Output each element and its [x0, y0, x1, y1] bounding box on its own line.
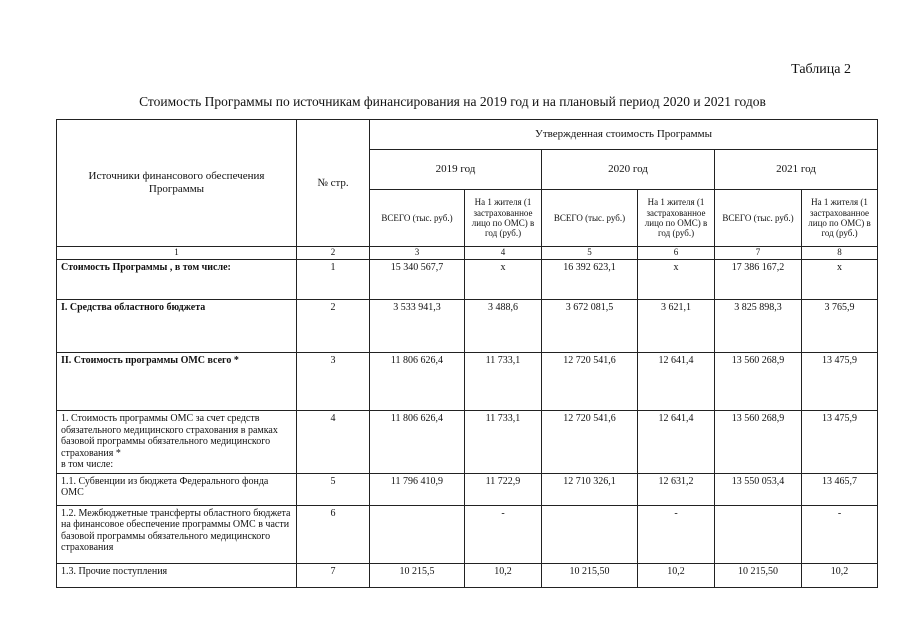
total-2021-header: ВСЕГО (тыс. руб.) — [715, 190, 802, 247]
column-number-cell: 3 — [370, 247, 465, 260]
value-cell: 10 215,5 — [370, 563, 465, 587]
value-cell: 13 475,9 — [802, 411, 878, 474]
column-number-cell: 6 — [638, 247, 715, 260]
value-cell: 12 641,4 — [638, 353, 715, 411]
per-capita-2020-header: На 1 жителя (1 застрахованное лицо по ОМС) в год (руб.) — [638, 190, 715, 247]
value-cell: x — [638, 260, 715, 300]
value-cell: 11 733,1 — [465, 411, 542, 474]
value-cell: 11 796 410,9 — [370, 473, 465, 505]
value-cell: 12 720 541,6 — [542, 353, 638, 411]
document-title: Стоимость Программы по источникам финансирования на 2019 год и на плановый период 2020 и 2021 годов — [139, 94, 766, 109]
column-number-cell: 4 — [465, 247, 542, 260]
table-label: Таблица 2 — [791, 62, 851, 77]
value-cell: 3 825 898,3 — [715, 300, 802, 353]
value-cell: 10,2 — [638, 563, 715, 587]
year-2020-header: 2020 год — [542, 150, 715, 190]
value-cell: 11 806 626,4 — [370, 353, 465, 411]
value-cell: 12 641,4 — [638, 411, 715, 474]
row-line-number: 3 — [297, 353, 370, 411]
value-cell: 12 710 326,1 — [542, 473, 638, 505]
value-cell: - — [638, 505, 715, 563]
row-label: 1.2. Межбюджетные трансферты областного бюджета на финансовое обеспечение программы ОМС в части базовой программы обязательного медицинского страхования — [57, 505, 297, 563]
value-cell: 10,2 — [802, 563, 878, 587]
table-row — [57, 260, 878, 300]
program-cost-table — [56, 119, 878, 588]
table-row — [57, 300, 878, 353]
total-2020-header: ВСЕГО (тыс. руб.) — [542, 190, 638, 247]
value-cell: 11 733,1 — [465, 353, 542, 411]
value-cell: 15 340 567,7 — [370, 260, 465, 300]
approved-cost-header: Утвержденная стоимость Программы — [370, 120, 878, 150]
value-cell: x — [465, 260, 542, 300]
value-cell: 13 560 268,9 — [715, 411, 802, 474]
value-cell: 10,2 — [465, 563, 542, 587]
value-cell: 11 722,9 — [465, 473, 542, 505]
value-cell: - — [465, 505, 542, 563]
year-2019-header: 2019 год — [370, 150, 542, 190]
value-cell: x — [802, 260, 878, 300]
row-label: I. Средства областного бюджета — [57, 300, 297, 353]
row-line-number: 5 — [297, 473, 370, 505]
value-cell: 3 672 081,5 — [542, 300, 638, 353]
column-number-cell: 2 — [297, 247, 370, 260]
value-cell: 12 631,2 — [638, 473, 715, 505]
value-cell: 13 475,9 — [802, 353, 878, 411]
value-cell: 13 550 053,4 — [715, 473, 802, 505]
table-row — [57, 353, 878, 411]
value-cell: 16 392 623,1 — [542, 260, 638, 300]
value-cell: 3 765,9 — [802, 300, 878, 353]
row-label: 1. Стоимость программы ОМС за счет средств обязательного медицинского страхования в рамках базовой программы обязательного медицинского страхования * в том числе: — [57, 411, 297, 474]
row-label: 1.3. Прочие поступления — [57, 563, 297, 587]
value-cell: 11 806 626,4 — [370, 411, 465, 474]
value-cell — [370, 505, 465, 563]
per-capita-2021-header: На 1 жителя (1 застрахованное лицо по ОМС) в год (руб.) — [802, 190, 878, 247]
year-2021-header: 2021 год — [715, 150, 878, 190]
column-number-cell: 5 — [542, 247, 638, 260]
value-cell: 17 386 167,2 — [715, 260, 802, 300]
value-cell: 13 465,7 — [802, 473, 878, 505]
source-column-header: Источники финансового обеспечения Программы — [57, 120, 297, 247]
table-row — [57, 505, 878, 563]
per-capita-2019-header: На 1 жителя (1 застрахованное лицо по ОМС) в год (руб.) — [465, 190, 542, 247]
value-cell — [542, 505, 638, 563]
value-cell: 3 533 941,3 — [370, 300, 465, 353]
row-line-number: 4 — [297, 411, 370, 474]
column-number-cell: 1 — [57, 247, 297, 260]
table-row — [57, 563, 878, 587]
column-number-cell: 8 — [802, 247, 878, 260]
value-cell: 10 215,50 — [715, 563, 802, 587]
row-line-number: 7 — [297, 563, 370, 587]
row-label: II. Стоимость программы ОМС всего * — [57, 353, 297, 411]
row-line-number: 2 — [297, 300, 370, 353]
row-line-number: 1 — [297, 260, 370, 300]
table-row — [57, 473, 878, 505]
total-2019-header: ВСЕГО (тыс. руб.) — [370, 190, 465, 247]
column-number-row — [57, 247, 878, 260]
row-line-number: 6 — [297, 505, 370, 563]
value-cell: 3 621,1 — [638, 300, 715, 353]
value-cell: 12 720 541,6 — [542, 411, 638, 474]
column-number-cell: 7 — [715, 247, 802, 260]
value-cell: 13 560 268,9 — [715, 353, 802, 411]
line-number-column-header: № стр. — [297, 120, 370, 247]
value-cell: 10 215,50 — [542, 563, 638, 587]
value-cell: - — [802, 505, 878, 563]
value-cell — [715, 505, 802, 563]
row-label: 1.1. Субвенции из бюджета Федерального фонда ОМС — [57, 473, 297, 505]
row-label: Стоимость Программы , в том числе: — [57, 260, 297, 300]
value-cell: 3 488,6 — [465, 300, 542, 353]
table-row — [57, 411, 878, 474]
